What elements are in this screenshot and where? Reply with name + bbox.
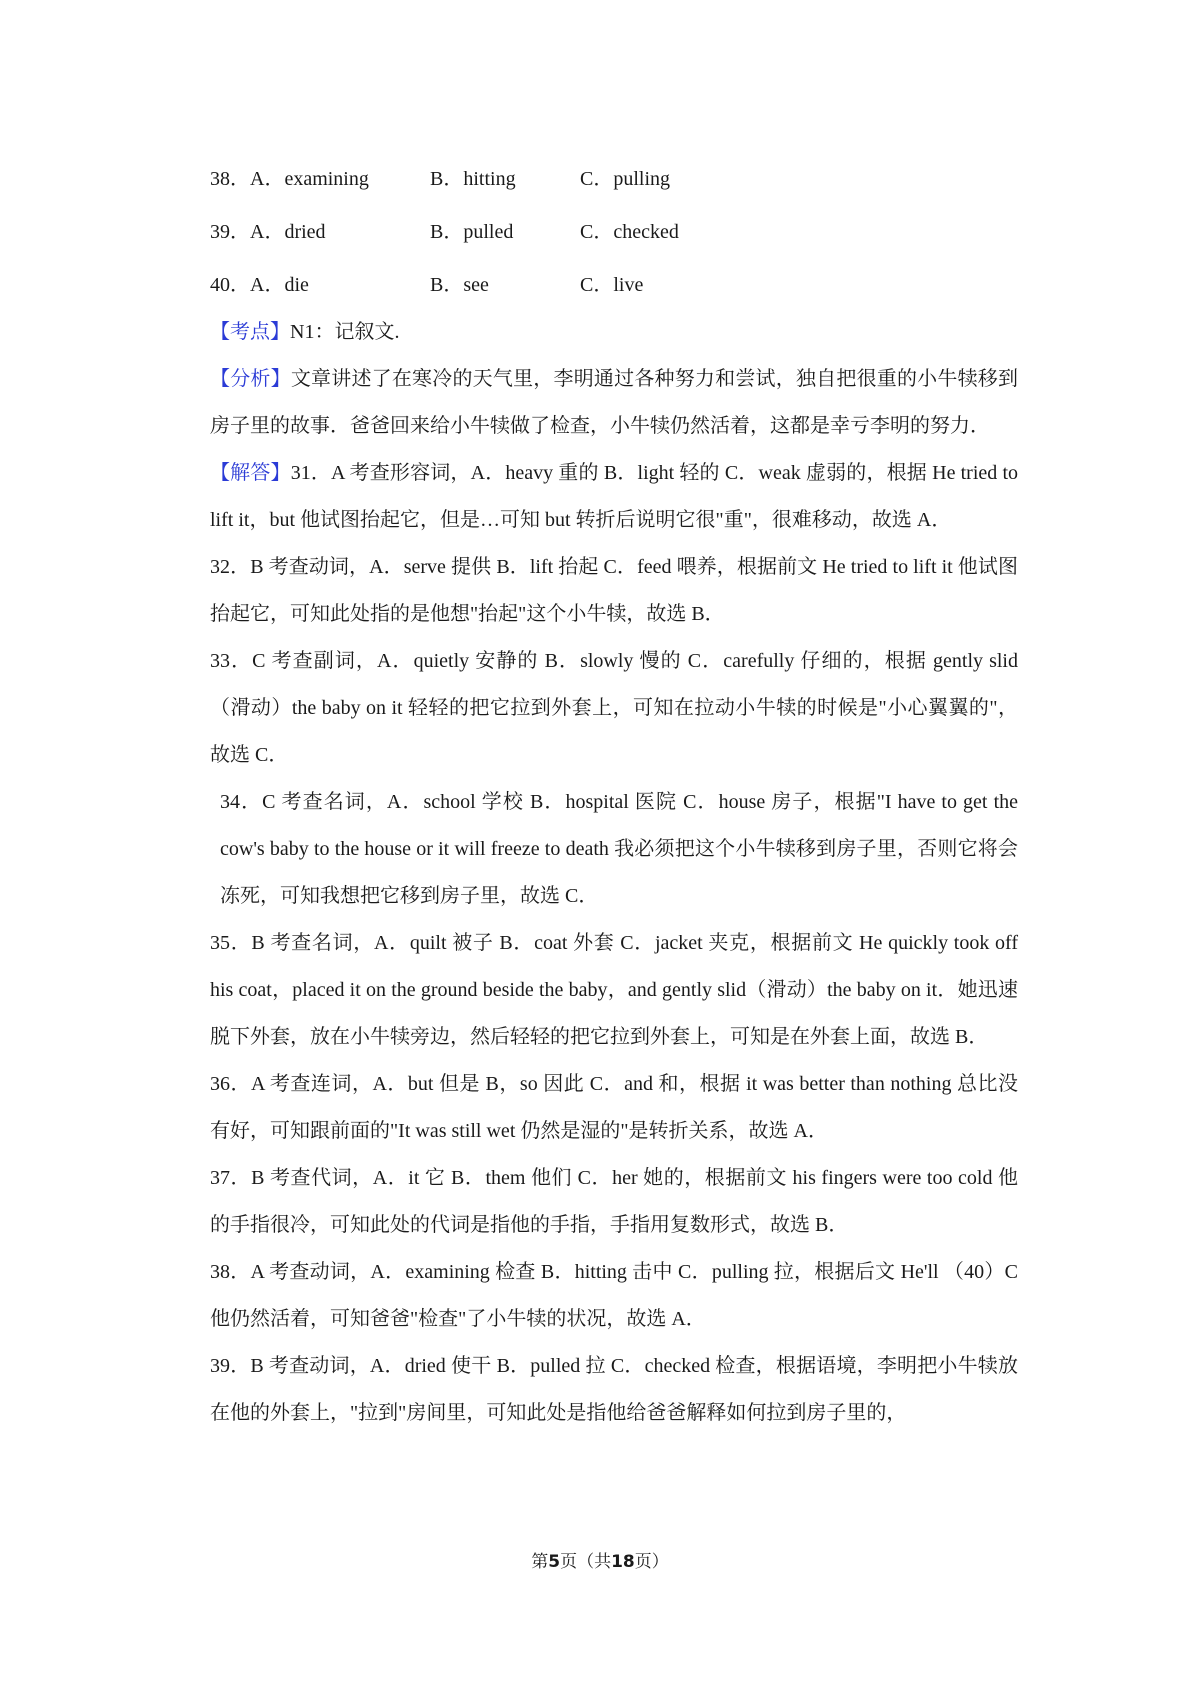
- option-a: 38．A．examining: [210, 168, 369, 190]
- page-content: [210, 150, 1018, 1437]
- footer-total-pages: 18: [611, 1552, 635, 1572]
- answer-33: 33．C 考查副词，A．quietly 安静的 B．slowly 慢的 C．carefully 仔细的，根据 gently slid（滑动）the baby on it 轻轻的把它拉到外套上，可知在拉动小牛犊的时候是"小心翼翼的"，故选 C．: [210, 650, 1018, 766]
- answer-37: 37．B 考查代词，A．it 它 B．them 他们 C．her 她的，根据前文 his fingers were too cold 他的手指很冷，可知此处的代词是指他的手指，手指用复数形式，故选 B．: [210, 1167, 1018, 1236]
- option-c: C．checked: [580, 221, 679, 243]
- page-footer: [0, 1547, 1200, 1572]
- answer-38: 38．A 考查动词，A．examining 检查 B．hitting 击中 C．pulling 拉，根据后文 He'll （40）C 他仍然活着，可知爸爸"检查"了小牛犊的状况，故选 A．: [210, 1261, 1018, 1330]
- answer-35: 35．B 考查名词，A．quilt 被子 B．coat 外套 C．jacket 夹克，根据前文 He quickly took off his coat，placed it on the ground beside the baby，and gently slid（滑动）the baby on it．她迅速脱下外套，放在小牛犊旁边，然后轻轻的把它拉到外套上，可知是在外套上面，故选 B．: [210, 932, 1018, 1048]
- option-row-38: [210, 150, 1018, 203]
- footer-suffix: 页）: [634, 1552, 669, 1572]
- kaodian-text: N1：记叙文.: [290, 321, 400, 343]
- answer-text: 31．A 考查形容词，A．heavy 重的 B．light 轻的 C．weak 虚弱的，根据 He tried to lift it，but 他试图抬起它，但是…可知 but 转折后说明它很"重"，很难移动，故选 A．: [210, 462, 1019, 531]
- option-b: B．hitting: [430, 168, 516, 190]
- fenxi-text: 文章讲述了在寒冷的天气里，李明通过各种努力和尝试，独自把很重的小牛犊移到房子里的故事．爸爸回来给小牛犊做了检查，小牛犊仍然活着，这都是幸亏李明的努力．: [210, 368, 1019, 437]
- footer-page-number: 5: [548, 1552, 561, 1572]
- option-row-40: [210, 256, 1018, 309]
- kaodian-paragraph: [210, 309, 1018, 356]
- fenxi-paragraph: [210, 356, 1018, 450]
- footer-mid: 页（共: [560, 1552, 612, 1572]
- footer-prefix: 第: [531, 1552, 549, 1572]
- option-c: C．live: [580, 274, 644, 296]
- option-b: B．pulled: [430, 221, 514, 243]
- option-b: B．see: [430, 274, 489, 296]
- option-a: 39．A．dried: [210, 221, 326, 243]
- answer-36: 36．A 考查连词，A．but 但是 B，so 因此 C．and 和，根据 it was better than nothing 总比没有好，可知跟前面的"It was still wet 仍然是湿的"是转折关系，故选 A．: [210, 1073, 1018, 1142]
- fenxi-tag: 【分析】: [210, 368, 291, 390]
- answer-39: 39．B 考查动词，A．dried 使干 B．pulled 拉 C．checked 检查，根据语境，李明把小牛犊放在他的外套上，"拉到"房间里，可知此处是指他给爸爸解释如何拉到房子里的，: [210, 1355, 1018, 1424]
- answer-34: 34．C 考查名词，A．school 学校 B．hospital 医院 C．house 房子，根据"I have to get the cow's baby to the house or it will freeze to death 我必须把这个小牛犊移到房子里，否则它将会冻死，可知我想把它移到房子里，故选 C．: [220, 791, 1018, 907]
- option-a: 40．A．die: [210, 274, 309, 296]
- kaodian-tag: 【考点】: [210, 321, 290, 343]
- jieda-tag: 【解答】: [210, 462, 291, 484]
- answer-32: 32．B 考查动词，A．serve 提供 B．lift 抬起 C．feed 喂养，根据前文 He tried to lift it 他试图抬起它，可知此处指的是他想"抬起"这个小牛犊，故选 B．: [210, 556, 1018, 625]
- answer-31: [210, 450, 1018, 544]
- option-c: C．pulling: [580, 168, 671, 190]
- option-row-39: [210, 203, 1018, 256]
